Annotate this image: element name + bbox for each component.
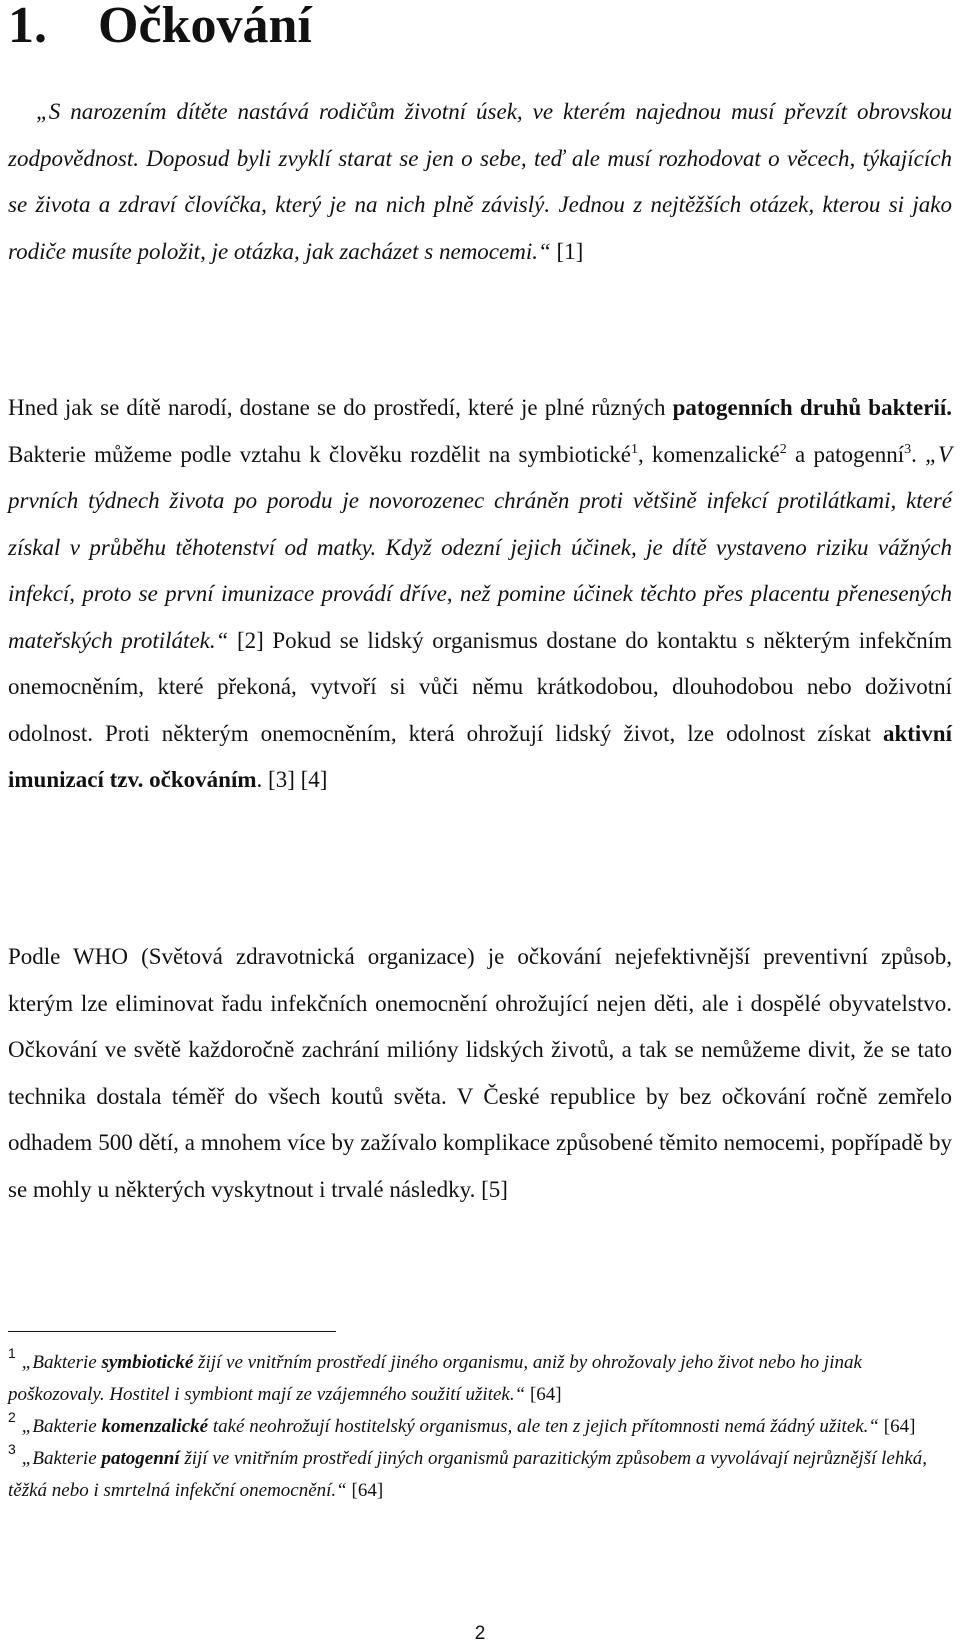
bacteria-quote: „V prvních týdnech života po porodu je novorozenec chráněn proti většině infekcí protilátkami, které získal v průběhu těhotenství od matky. Když odezní jejich účinek, je dítě vystaveno riziku vážných infekcí, proto se první imunizace provádí dříve, než pomine účinek těchto přes placentu přenesených mateřských protilátek.“: [8, 441, 953, 653]
footnote-text: žijí ve vnitřním prostředí jiného organismu, aniž by ohrožovaly jeho život nebo ho jinak poškozovaly. Hostitel i symbiont mají ze vzájemného soužití užitek.“: [8, 1352, 862, 1405]
footnote-text: také neohrožují hostitelský organismus, ale ten z jejich přítomnosti nemá žádný užitek.“: [208, 1416, 880, 1437]
bacteria-text-4: a patogenní: [786, 441, 905, 467]
footnote-number: 2: [8, 1409, 16, 1425]
quote-text: „S narozením dítěte nastává rodičům životní úsek, ve kterém najednou musí převzít obrovskou zodpovědnost. Doposud byli zvyklí starat se jen o sebe, teď ale musí rozhodovat o věcech, týkajících se života a zdraví človíčka, který je na nich plně závislý. Jednou z nejtěžších otázek, kterou si jako rodiče musíte položit, je otázka, jak zacházet s nemocemi.“: [8, 99, 952, 264]
footnote-3: [8, 1443, 952, 1507]
footnote-marker-3: 3: [904, 441, 912, 457]
footnote-reference: [64]: [346, 1480, 384, 1501]
footnote-marker-2: 2: [779, 441, 787, 457]
quote-paragraph: [8, 89, 952, 275]
chapter-number: 1.: [8, 0, 47, 54]
bacteria-text-2: Bakterie můžeme podle vztahu k člověku rozdělit na symbiotické: [8, 441, 631, 467]
footnote-text: „Bakterie: [21, 1416, 102, 1437]
footnote-1: [8, 1347, 952, 1411]
footnote-reference: [64]: [879, 1416, 916, 1437]
footnote-text: žijí ve vnitřním prostředí jiných organismů parazitickým způsobem a vyvolávají nejrůznější lehká, těžká nebo i smrtelná infekční onemocnění.“: [8, 1448, 928, 1501]
footnote-marker-1: 1: [630, 441, 638, 457]
footnote-2: [8, 1411, 952, 1443]
bacteria-paragraph: [8, 385, 952, 804]
footnote-reference: [64]: [525, 1384, 562, 1405]
footnote-separator: [8, 1331, 336, 1332]
footnote-text: „Bakterie: [21, 1352, 102, 1373]
chapter-title: Očkování: [98, 0, 312, 54]
bacteria-bold-2: aktivní imunizací tzv. očkováním: [8, 720, 952, 792]
footnote-term: symbiotické: [101, 1352, 194, 1373]
footnotes: [8, 1347, 952, 1507]
page-number: 2: [474, 1623, 486, 1644]
footnote-text: „Bakterie: [21, 1448, 102, 1469]
bacteria-text-3: , komenzalické: [637, 441, 780, 467]
footnote-term: patogenní: [101, 1448, 180, 1469]
quote-reference: [1]: [550, 238, 584, 264]
who-paragraph: Podle WHO (Světová zdravotnická organizace) je očkování nejefektivnější preventivní způsob, kterým lze eliminovat řadu infekčních onemocnění ohrožující nejen děti, ale i dospělé obyvatelstvo. Očkování ve světě každoročně zachrání milióny lidských životů, a tak se nemůžeme divit, že se tato technika dostala téměř do všech koutů světa. V České republice by bez očkování ročně zemřelo odhadem 500 dětí, a mnohem více by zažívalo komplikace způsobené těmito nemocemi, popřípadě by se mohly u některých vyskytnout i trvalé následky. [5]: [8, 944, 952, 1202]
bacteria-text-6: [2] Pokud se lidský organismus dostane do kontaktu s některým infekčním onemocněním, které překoná, vytvoří si vůči němu krátkodobou, dlouhodobou nebo doživotní odolnost. Proti některým onemocněním, která ohrožují lidský život, lze odolnost získat: [8, 627, 953, 746]
bacteria-text-5: .: [911, 441, 926, 467]
footnote-number: 3: [8, 1441, 16, 1457]
chapter-heading: [8, 0, 312, 58]
bacteria-text-7: . [3] [4]: [256, 767, 328, 792]
footnote-number: 1: [8, 1345, 16, 1361]
bacteria-bold-1: patogenních druhů bakterií.: [672, 395, 952, 420]
footnote-term: komenzalické: [101, 1416, 209, 1437]
bacteria-text-1: Hned jak se dítě narodí, dostane se do prostředí, které je plné různých: [8, 395, 673, 420]
